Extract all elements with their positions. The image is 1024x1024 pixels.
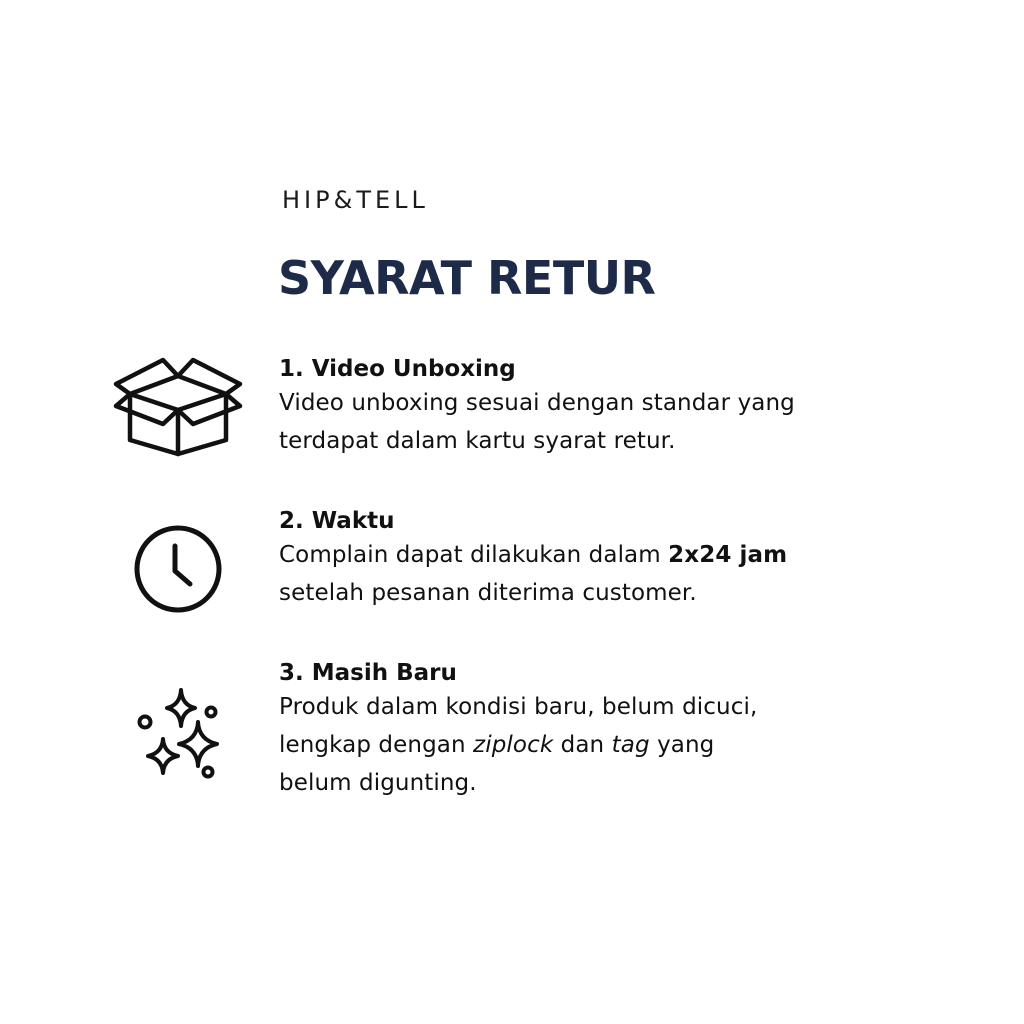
description-line: Produk dalam kondisi baru, belum dicuci,	[279, 694, 758, 720]
item-heading: 1. Video Unboxing	[279, 356, 516, 382]
item-description	[279, 384, 919, 460]
item-description	[279, 536, 919, 612]
item-heading: 2. Waktu	[279, 508, 395, 534]
sparkles-icon	[108, 684, 248, 794]
page-title: SYARAT RETUR	[278, 251, 656, 305]
description-line: terdapat dalam kartu syarat retur.	[279, 428, 676, 454]
description-line	[279, 536, 919, 574]
time-limit-text: 2x24 jam	[668, 542, 788, 568]
description-text: dan	[553, 732, 612, 758]
description-text: Complain dapat dilakukan dalam	[279, 542, 669, 568]
requirement-item-3	[279, 658, 919, 802]
ziplock-text: ziplock	[473, 732, 554, 758]
requirement-item-1	[279, 354, 919, 460]
requirement-item-2	[279, 506, 919, 612]
description-text: yang	[649, 732, 715, 758]
description-line: setelah pesanan diterima customer.	[279, 580, 697, 606]
description-line	[279, 726, 919, 764]
description-line: belum digunting.	[279, 770, 477, 796]
clock-icon	[108, 514, 248, 624]
description-text: lengkap dengan	[279, 732, 474, 758]
item-heading: 3. Masih Baru	[279, 660, 457, 686]
description-line: Video unboxing sesuai dengan standar yang	[279, 390, 795, 416]
brand-logo: HIP&TELL	[282, 186, 429, 214]
open-box-icon	[108, 348, 248, 458]
item-description	[279, 688, 919, 802]
tag-text: tag	[611, 732, 650, 758]
